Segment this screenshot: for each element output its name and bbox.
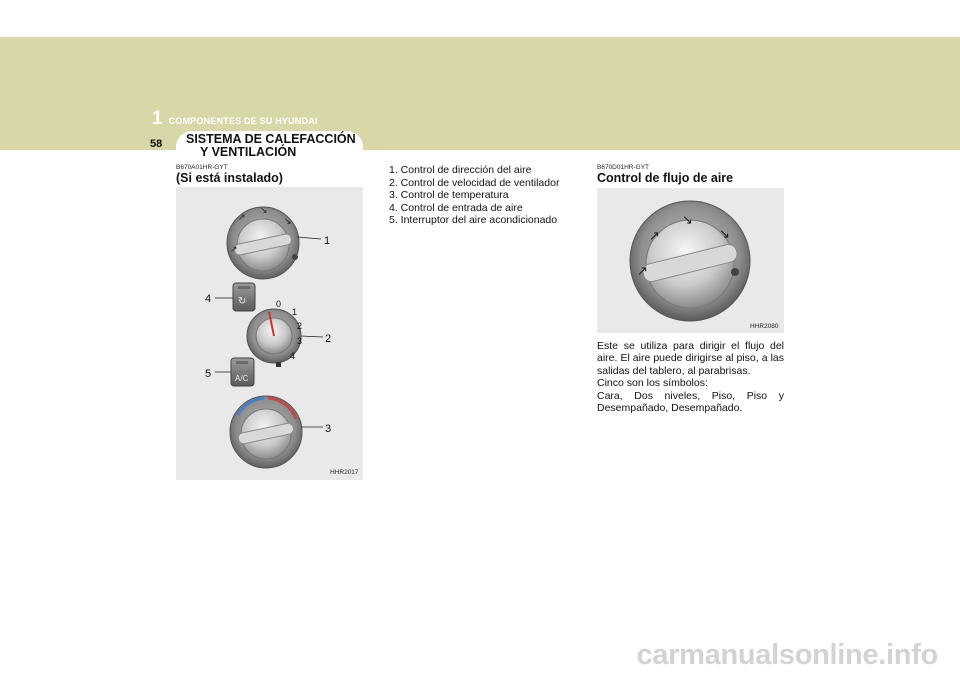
left-heading: (Si está instalado) (176, 171, 283, 185)
airflow-knob-figure (597, 188, 784, 333)
temperature-knob (230, 396, 302, 468)
chapter-number: 1 (152, 108, 163, 129)
list-item: 3. Control de temperatura (389, 189, 509, 202)
paragraph-line: Cinco son los símbolos: (597, 377, 708, 390)
header-band (0, 37, 960, 150)
air-direction-knob (227, 206, 299, 279)
list-item: 1. Control de dirección del aire (389, 164, 532, 176)
fan-scale-3: 3 (297, 336, 303, 346)
chapter-title: COMPONENTES DE SU HYUNDAI (168, 116, 318, 126)
section-title-line-1: SISTEMA DE CALEFACCIÓN (186, 132, 356, 146)
svg-text:↘: ↘ (284, 217, 292, 227)
svg-text:↗: ↗ (238, 213, 246, 223)
ac-button (231, 358, 254, 386)
paragraph-line: Este se utiliza para dirigir el flujo del aire. El aire puede dirigirse al piso, a las salidas del tablero, al parabrisas. (597, 340, 784, 377)
watermark: carmanualsonline.info (636, 639, 938, 671)
chapter-header (152, 109, 318, 128)
callout-2: 2 (325, 333, 332, 345)
right-heading: Control de flujo de aire (597, 171, 734, 185)
fan-scale-4: 4 (290, 351, 296, 361)
list-item: 2. Control de velocidad de ventilador (389, 176, 560, 189)
left-section-code: B670A01HR-GYT (176, 164, 228, 171)
controls-list (389, 164, 559, 227)
left-figure-code: HHR2017 (330, 469, 359, 476)
svg-text:↘: ↘ (260, 206, 268, 216)
ac-label: A/C (235, 374, 249, 383)
airflow-description (597, 340, 784, 414)
paragraph-line: Cara, Dos niveles, Piso, Piso y Desempañado, Desempañado. (597, 389, 784, 415)
air-intake-button (233, 283, 255, 311)
hvac-controls-figure (176, 187, 363, 480)
fan-scale-2: 2 (297, 321, 303, 331)
svg-text:↗: ↗ (637, 264, 648, 279)
callout-5: 5 (205, 368, 212, 380)
callout-1: 1 (324, 235, 331, 247)
section-title (186, 133, 356, 159)
callout-3: 3 (325, 423, 332, 435)
hvac-controls-illustration (176, 187, 363, 480)
svg-text:↘: ↘ (682, 213, 693, 228)
airflow-knob-illustration (597, 188, 784, 333)
list-item: 5. Interruptor del aire acondicionado (389, 214, 558, 227)
right-figure-code: HHR2080 (750, 323, 779, 330)
section-title-line-2: Y VENTILACIÓN (200, 145, 297, 159)
fan-scale-0: 0 (276, 299, 282, 309)
right-section-code: B670D01HR-GYT (597, 164, 650, 171)
list-item: 4. Control de entrada de aire (389, 201, 523, 214)
page-number: 58 (150, 138, 163, 150)
svg-text:↘: ↘ (719, 227, 730, 242)
air-direction-knob-large (630, 201, 750, 321)
fan-scale-1: 1 (292, 307, 298, 317)
svg-text:↗: ↗ (649, 229, 660, 244)
recirculation-icon: ↻ (238, 296, 247, 307)
callout-4: 4 (205, 293, 212, 305)
svg-text:↗: ↗ (230, 245, 238, 255)
